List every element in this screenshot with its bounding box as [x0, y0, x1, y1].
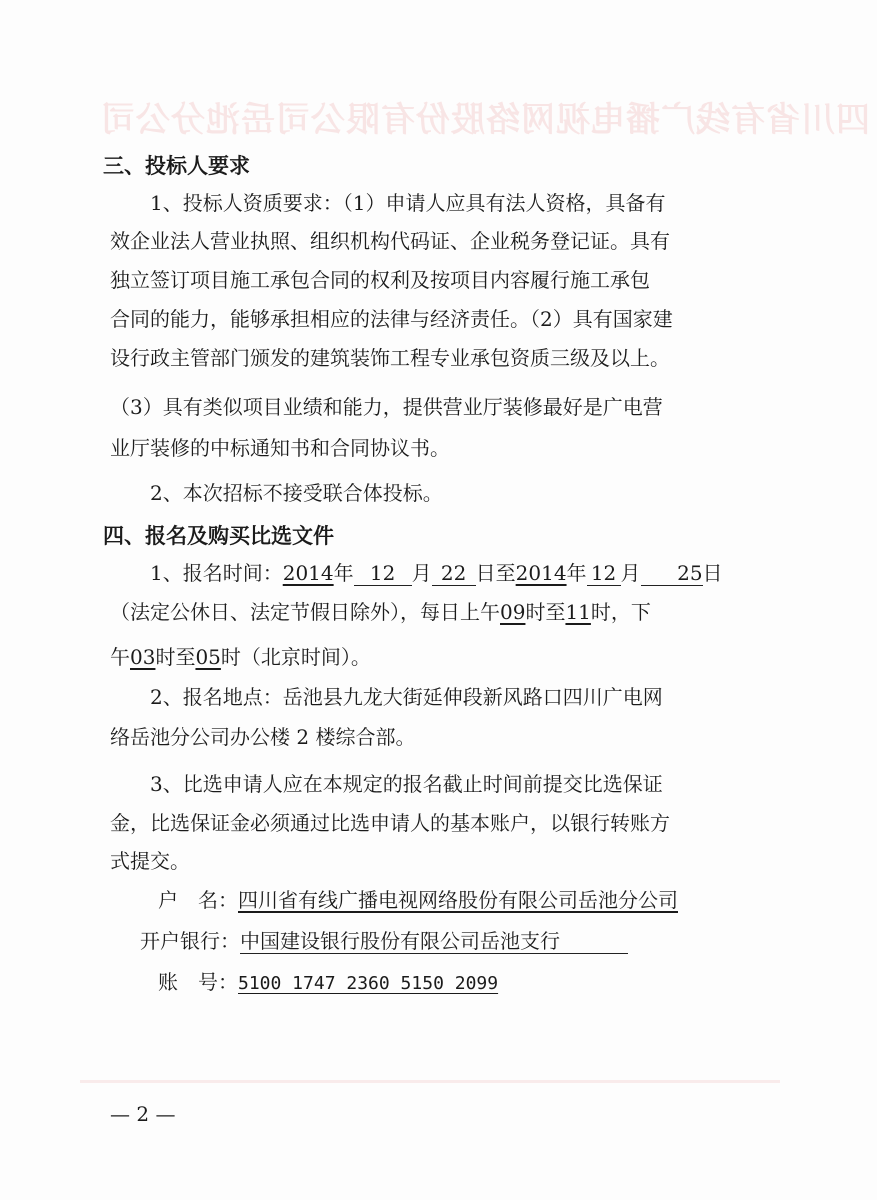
bank-row [140, 929, 628, 954]
section-3-p1-line-7: 业厅装修的中标通知书和合同协议书。 [110, 436, 450, 460]
day-to-label: 日至 [475, 561, 516, 585]
start-day: 22 [432, 561, 476, 586]
year-label-2: 年 [566, 561, 587, 585]
section-3-p2: 2、本次招标不接受联合体投标。 [150, 481, 443, 505]
beijing-time-note: 时（北京时间）。 [220, 645, 371, 669]
pm-start-hour: 03 [130, 645, 156, 669]
section-3-p1-line-6: （3）具有类似项目业绩和能力，提供营业厅装修最好是广电营 [110, 395, 663, 419]
section-3-p1-line-2: 效企业法人营业执照、组织机构代码证、企业税务登记证。具有 [110, 229, 670, 253]
registration-time-line-2 [110, 600, 651, 624]
day-label: 日 [702, 561, 723, 585]
bleed-through-header: 四川省有线广播电视网络股份有限公司岳池分公司 [100, 100, 870, 140]
registration-time-line-1 [150, 561, 723, 586]
account-number-value: 5100 1747 2360 5150 2099 [238, 973, 499, 994]
end-year: 2014 [515, 561, 567, 585]
section-3-p1-line-1: 1、投标人资质要求：（1）申请人应具有法人资格，具备有 [150, 191, 666, 215]
deposit-line-2: 金，比选保证金必须通过比选申请人的基本账户，以银行转账方 [110, 811, 670, 835]
section-3-heading: 三、投标人要求 [103, 154, 250, 178]
account-name-value: 四川省有线广播电视网络股份有限公司岳池分公司 [238, 888, 678, 912]
bleed-through-rule [80, 1080, 780, 1083]
hour-to-label-2: 时至 [155, 645, 196, 669]
section-3-p1-line-3: 独立签订项目施工承包合同的权利及按项目内容履行施工承包 [110, 268, 650, 292]
am-end-hour: 11 [565, 600, 591, 624]
line2-suffix: 时，下 [590, 600, 651, 624]
registration-time-prefix: 1、报名时间： [150, 561, 283, 585]
end-month: 12 [587, 561, 621, 586]
account-name-label: 户 名： [158, 888, 238, 912]
end-day: 25 [641, 561, 703, 586]
deposit-line-1: 3、比选申请人应在本规定的报名截止时间前提交比选保证 [150, 772, 663, 796]
registration-place-line-2: 络岳池分公司办公楼 2 楼综合部。 [110, 725, 416, 749]
section-3-p1-line-5: 设行政主管部门颁发的建筑装饰工程专业承包资质三级及以上。 [110, 346, 670, 370]
account-number-row [158, 970, 498, 996]
registration-place-line-1: 2、报名地点：岳池县九龙大街延伸段新风路口四川广电网 [150, 685, 663, 709]
month-label: 月 [411, 561, 432, 585]
afternoon-label: 午 [110, 645, 130, 669]
hour-to-label: 时至 [525, 600, 566, 624]
deposit-line-3: 式提交。 [110, 849, 190, 873]
weekday-note: （法定公休日、法定节假日除外），每日上午 [110, 600, 500, 624]
section-3-p1-line-4: 合同的能力，能够承担相应的法律与经济责任。（2）具有国家建 [110, 307, 673, 331]
page-number: — 2 — [110, 1102, 176, 1126]
account-number-label: 账 号： [158, 970, 238, 994]
month-label-2: 月 [620, 561, 641, 585]
bank-label: 开户银行： [140, 929, 240, 953]
bank-value: 中国建设银行股份有限公司岳池支行 [240, 929, 628, 954]
pm-end-hour: 05 [195, 645, 221, 669]
start-year: 2014 [282, 561, 334, 585]
registration-time-line-3 [110, 645, 371, 669]
am-start-hour: 09 [500, 600, 526, 624]
start-month: 12 [354, 561, 412, 586]
year-label: 年 [333, 561, 354, 585]
account-name-row [158, 888, 678, 912]
section-4-heading: 四、报名及购买比选文件 [103, 524, 334, 548]
